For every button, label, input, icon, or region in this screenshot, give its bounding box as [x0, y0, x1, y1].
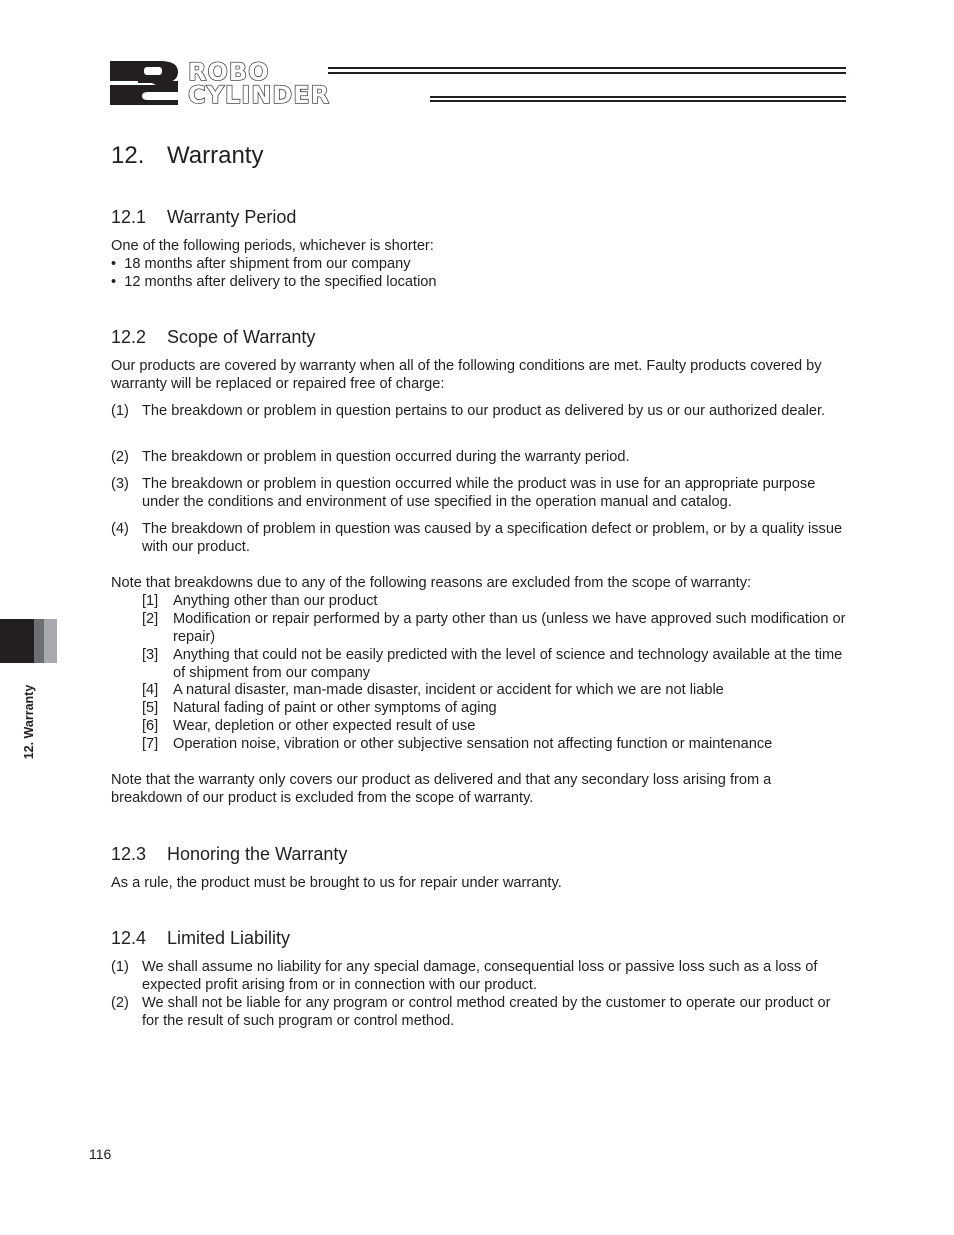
chapter-title: Warranty: [167, 142, 264, 169]
scope-closing-note: Note that the warranty only covers our product as delivered and that any secondary loss arising from a breakdown of our product is excluded from the scope of warranty.: [111, 772, 772, 806]
header-rule-top-2: [328, 72, 846, 74]
chapter-number: 12.: [111, 142, 145, 169]
list-item: (2) We shall not be liable for any program or control method created by the customer to operate our product or for the result of such program or control method.: [111, 995, 831, 1029]
header-rule-bottom-1: [430, 96, 846, 98]
page-number: 116: [89, 1146, 112, 1162]
list-item: (1) The breakdown or problem in question pertains to our product as delivered by us or our authorized dealer.: [111, 403, 826, 419]
list-item: (4) The breakdown of problem in question was caused by a specification defect or problem, or by a quality issue with our product.: [111, 521, 843, 555]
list-item: • 12 months after delivery to the specified location: [111, 274, 437, 290]
side-tab-shade-light: [44, 619, 57, 663]
honoring-warranty-text: As a rule, the product must be brought to us for repair under warranty.: [111, 875, 562, 891]
logo-cylinder-text: CYLINDER: [188, 81, 331, 109]
exclusions-intro: Note that breakdowns due to any of the following reasons are excluded from the scope of warranty:: [111, 575, 752, 591]
list-item: [4] A natural disaster, man-made disaster, incident or accident for which we are not liable: [142, 682, 724, 698]
header-rule-bottom-2: [430, 100, 846, 102]
list-item: (1) We shall assume no liability for any special damage, consequential loss or passive loss such as a loss of expected profit arising from or in connection with our product.: [111, 959, 818, 993]
section-heading-warranty-period: 12.1 Warranty Period: [111, 207, 297, 227]
list-item: • 18 months after shipment from our company: [111, 256, 411, 272]
header-rule-top-1: [328, 67, 846, 69]
section-heading-limited-liability: 12.4 Limited Liability: [111, 928, 291, 948]
list-item: (3) The breakdown or problem in question occurred while the product was in use for an appropriate purpose under the conditions and environment of use specified in the operation manual and catalog.: [111, 476, 816, 510]
list-item: [6] Wear, depletion or other expected result of use: [142, 718, 476, 734]
section-heading-honoring-warranty: 12.3 Honoring the Warranty: [111, 844, 348, 864]
side-tab-shade-mid: [34, 619, 44, 663]
logo-robo-text: ROBO: [188, 58, 270, 86]
list-item: [3] Anything that could not be easily predicted with the level of science and technology available at the time of shipment from our company: [142, 647, 843, 681]
list-item: [1] Anything other than our product: [142, 593, 378, 609]
rc-logo-mark-icon: [108, 59, 184, 107]
list-item: [7] Operation noise, vibration or other subjective sensation not affecting function or maintenance: [142, 736, 773, 752]
section-heading-scope-of-warranty: 12.2 Scope of Warranty: [111, 327, 316, 347]
list-item: [2] Modification or repair performed by a party other than us (unless we have approved such modification or repair): [142, 611, 846, 645]
list-item: [5] Natural fading of paint or other symptoms of aging: [142, 700, 497, 716]
chapter-heading: [111, 141, 263, 171]
list-item: (2) The breakdown or problem in question occurred during the warranty period.: [111, 449, 630, 465]
scope-intro-paragraph: Our products are covered by warranty when all of the following conditions are met. Faulty products covered by warranty will be replaced or repaired free of charge:: [111, 358, 822, 392]
side-tab-label: 12. Warranty: [22, 684, 36, 760]
warranty-period-intro: One of the following periods, whichever is shorter:: [111, 238, 434, 254]
side-tab-marker: [0, 619, 34, 663]
